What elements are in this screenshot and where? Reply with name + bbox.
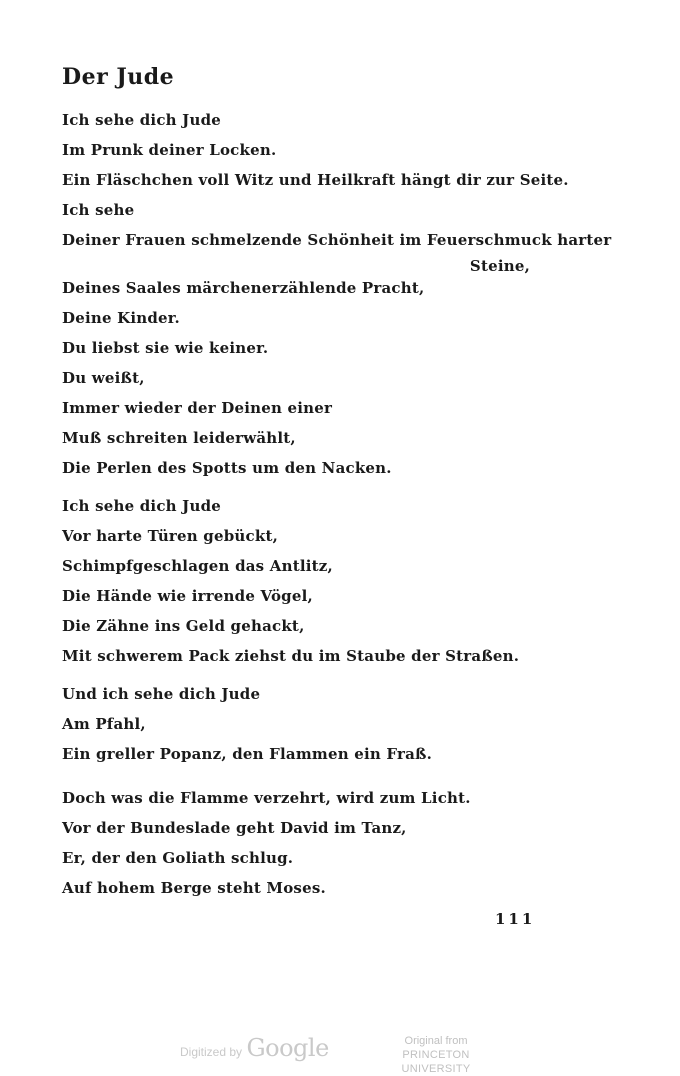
google-logo-text: Google bbox=[246, 1034, 329, 1062]
poem-line: Vor der Bundeslade geht David im Tanz, bbox=[62, 819, 407, 837]
poem-line: Die Perlen des Spotts um den Nacken. bbox=[62, 459, 392, 477]
poem-line: Die Hände wie irrende Vögel, bbox=[62, 587, 313, 605]
page-number: 111 bbox=[495, 910, 536, 928]
poem-line: Deiner Frauen schmelzende Schönheit im Feuerschmuck harter bbox=[62, 231, 612, 249]
poem-line: Du liebst sie wie keiner. bbox=[62, 339, 269, 357]
poem-line: Deine Kinder. bbox=[62, 309, 180, 327]
poem-line: Ich sehe dich Jude bbox=[62, 111, 222, 129]
poem-line: Doch was die Flamme verzehrt, wird zum Licht. bbox=[62, 789, 471, 807]
poem-line: Immer wieder der Deinen einer bbox=[62, 399, 333, 417]
poem-line-continuation: Steine, bbox=[469, 257, 530, 275]
poem-line: Und ich sehe dich Jude bbox=[62, 685, 261, 703]
digitized-by-watermark bbox=[180, 1034, 329, 1062]
poem-line: Ein greller Popanz, den Flammen ein Fraß. bbox=[62, 745, 433, 763]
poem-line: Im Prunk deiner Locken. bbox=[62, 141, 277, 159]
poem-line: Am Pfahl, bbox=[62, 715, 146, 733]
poem-line: Du weißt, bbox=[62, 369, 145, 387]
poem-line: Die Zähne ins Geld gehackt, bbox=[62, 617, 305, 635]
poem-line: Deines Saales märchenerzählende Pracht, bbox=[62, 279, 425, 297]
poem-line: Auf hohem Berge steht Moses. bbox=[62, 879, 326, 897]
institution-name: PRINCETON UNIVERSITY bbox=[401, 1049, 471, 1075]
poem-line: Vor harte Türen gebückt, bbox=[62, 527, 279, 545]
poem-line: Ich sehe bbox=[62, 201, 135, 219]
original-from-label: Original from bbox=[404, 1035, 468, 1047]
poem-line: Ein Fläschchen voll Witz und Heilkraft hängt dir zur Seite. bbox=[62, 171, 569, 189]
poem-line: Er, der den Goliath schlug. bbox=[62, 849, 294, 867]
original-from-watermark bbox=[380, 1034, 492, 1076]
poem-line: Muß schreiten leiderwählt, bbox=[62, 429, 296, 447]
poem-line: Ich sehe dich Jude bbox=[62, 497, 222, 515]
poem-title: Der Jude bbox=[62, 64, 175, 90]
poem-line: Mit schwerem Pack ziehst du im Staube der Straßen. bbox=[62, 647, 520, 665]
poem-line: Schimpfgeschlagen das Antlitz, bbox=[62, 557, 333, 575]
digitized-by-label: Digitized by bbox=[180, 1045, 243, 1059]
